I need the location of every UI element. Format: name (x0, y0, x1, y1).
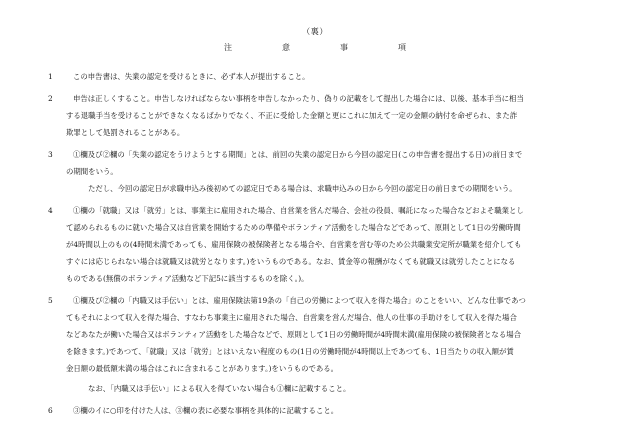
item-line: 欺罪として処罰されることがある。 (66, 128, 185, 137)
item-line: すぐには応じられない場合は就職又は就労となります。)をいうものである。なお、賃金等の報酬がなくても就職又は就労したことになる (66, 257, 516, 266)
item-line: 申告は正しくすること。申告しなければならない事柄を申告しなかったり、偽りの記載をして提出した場合には、以後、基本手当に相当 (73, 94, 524, 103)
item-line: する退職手当を受けることができなくなるばかりでなく、不正に受給した金額と更にこれに加えて一定の金額の納付を命ぜられ、また詐 (66, 111, 518, 120)
title-char: 意 (282, 43, 290, 52)
notes-title (0, 44, 630, 52)
item-number: 6 (48, 406, 53, 415)
title-char: 注 (224, 43, 232, 52)
title-char: 項 (398, 43, 406, 52)
item-line: などあなたが働いた場合又はボランティア活動をした場合などで、原則として1日の労働時間が4時間未満(雇用保険の被保険者となる場合 (66, 330, 521, 339)
item-line: 金日額の最低額未満の場合はこれに含まれることがあります。)をいうものである。 (66, 364, 339, 373)
item-line: ①欄及び②欄の「失業の認定をうけようとする期間」とは、前回の失業の認定日から今回の認定日(この申告書を提出する日)の前日まで (73, 150, 523, 159)
item-number: 3 (48, 150, 53, 159)
item-note: ただし、今回の認定日が求職申込み後初めての認定日である場合は、求職申込みの日から今回の認定日の前日までの期間をいう。 (88, 184, 517, 193)
item-line: て認められるものに就いた場合又は自営業を開始するための準備やボランティア活動をした場合などであって、原則として1日の労働時間 (66, 223, 521, 232)
item-line: ものである(無償のボランティア活動など下記5に該当するものを除く。)。 (66, 274, 309, 283)
title-char: 事 (340, 43, 348, 52)
item-line: この申告書は、失業の認定を受けるときに、必ず本人が提出すること。 (73, 72, 310, 81)
item-line: ①欄及び②欄の「内職又は手伝い」とは、雇用保険法第19条の「自己の労働によつて収入を得た場合」のことをいい、どんな仕事であつ (73, 296, 526, 305)
item-line: ①欄の「就職」又は「就労」とは、事業主に雇用された場合、自営業を営んだ場合、会社の役員、嘱託になった場合などおよそ職業とし (73, 206, 524, 215)
item-number: 4 (48, 206, 53, 215)
item-line: の期間をいう。 (66, 167, 118, 176)
item-line: ③欄のイに○印を付けた人は、③欄の表に必要な事柄を具体的に記載すること。 (73, 406, 339, 415)
item-note: なお、「内職又は手伝い」による収入を得ていない場合も①欄に記載すること。 (88, 384, 351, 393)
item-line: が4時間以上のもの(4時間未満であっても、雇用保険の被保険者となる場合や、自営業を営む等のため公共職業安定所が職業を紹介しても (66, 240, 522, 249)
back-side-label: （裏） (301, 26, 329, 36)
item-line: を除きます。)であつて、「就職」又は「就労」とはいえない程度のもの(1日の労働時間が4時間以上であつても、1日当たりの収入額が賃 (66, 347, 514, 356)
item-line: てもそれによつて収入を得た場合、すなわち事業主に雇用された場合、自営業を営んだ場合、他人の仕事の手助けをして収入を得た場合 (66, 313, 517, 322)
item-number: 1 (48, 72, 53, 81)
item-number: 2 (48, 94, 53, 103)
item-number: 5 (48, 296, 53, 305)
